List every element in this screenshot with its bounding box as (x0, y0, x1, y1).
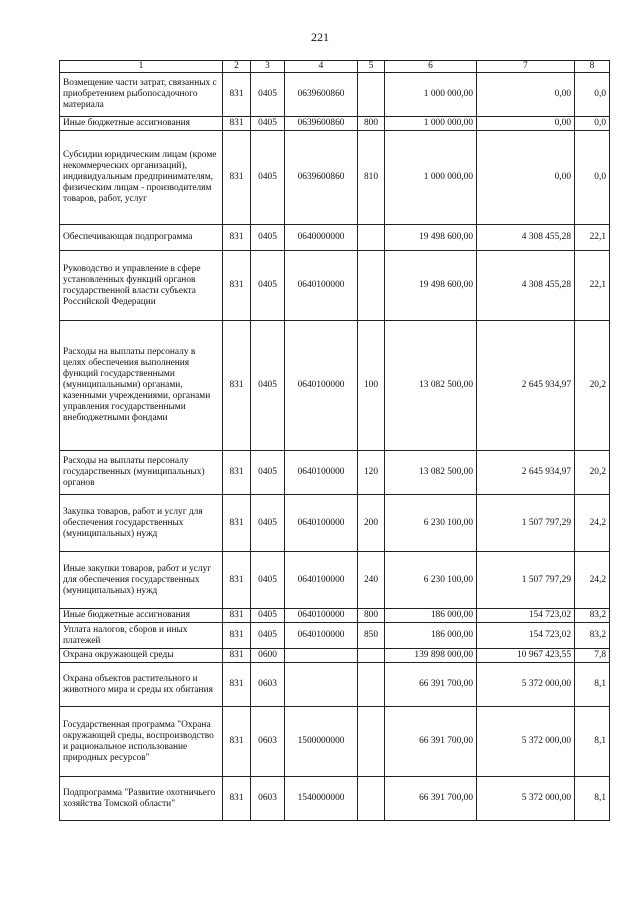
cell-section: 0405 (251, 73, 285, 117)
col-header-3: 3 (251, 61, 285, 73)
cell-target: 0640000000 (285, 225, 358, 251)
cell-admin: 831 (223, 225, 251, 251)
cell-type: 200 (358, 495, 385, 552)
cell-section: 0603 (251, 777, 285, 821)
cell-admin: 831 (223, 131, 251, 225)
cell-plan: 186 000,00 (385, 623, 477, 649)
cell-plan: 1 000 000,00 (385, 117, 477, 131)
cell-type (358, 777, 385, 821)
cell-exec: 1 507 797,29 (477, 552, 575, 609)
cell-target: 0640100000 (285, 321, 358, 451)
col-header-8: 8 (575, 61, 610, 73)
cell-pct: 20,2 (575, 451, 610, 495)
cell-pct: 8,1 (575, 663, 610, 707)
cell-pct: 0,0 (575, 73, 610, 117)
cell-pct: 20,2 (575, 321, 610, 451)
cell-plan: 66 391 700,00 (385, 777, 477, 821)
cell-admin: 831 (223, 707, 251, 777)
cell-exec: 2 645 934,97 (477, 321, 575, 451)
cell-pct: 0,0 (575, 131, 610, 225)
cell-admin: 831 (223, 321, 251, 451)
table-row (60, 495, 610, 552)
cell-section: 0405 (251, 623, 285, 649)
cell-admin: 831 (223, 623, 251, 649)
table-row (60, 623, 610, 649)
cell-target: 0640100000 (285, 609, 358, 623)
cell-exec: 1 507 797,29 (477, 495, 575, 552)
cell-plan: 19 498 600,00 (385, 225, 477, 251)
cell-target: 0639600860 (285, 117, 358, 131)
cell-admin: 831 (223, 663, 251, 707)
col-header-1: 1 (60, 61, 223, 73)
cell-admin: 831 (223, 251, 251, 321)
cell-type: 100 (358, 321, 385, 451)
cell-section: 0405 (251, 225, 285, 251)
cell-plan: 13 082 500,00 (385, 321, 477, 451)
cell-target: 0639600860 (285, 73, 358, 117)
col-header-6: 6 (385, 61, 477, 73)
cell-name: Охрана объектов растительного и животного мира и среды их обитания (60, 663, 223, 707)
table-row (60, 649, 610, 663)
cell-target: 1540000000 (285, 777, 358, 821)
cell-type (358, 251, 385, 321)
cell-type: 240 (358, 552, 385, 609)
cell-section: 0405 (251, 451, 285, 495)
cell-pct: 7,8 (575, 649, 610, 663)
cell-exec: 2 645 934,97 (477, 451, 575, 495)
cell-target: 0639600860 (285, 131, 358, 225)
table-row (60, 321, 610, 451)
cell-section: 0405 (251, 609, 285, 623)
cell-type (358, 663, 385, 707)
cell-admin: 831 (223, 777, 251, 821)
cell-section: 0600 (251, 649, 285, 663)
table-row (60, 451, 610, 495)
cell-target: 0640100000 (285, 495, 358, 552)
cell-target (285, 663, 358, 707)
cell-admin: 831 (223, 552, 251, 609)
cell-exec: 4 308 455,28 (477, 225, 575, 251)
cell-section: 0603 (251, 663, 285, 707)
cell-name: Расходы на выплаты персоналу государственных (муниципальных) органов (60, 451, 223, 495)
cell-section: 0405 (251, 495, 285, 552)
col-header-5: 5 (358, 61, 385, 73)
cell-exec: 0,00 (477, 117, 575, 131)
table-row (60, 117, 610, 131)
cell-name: Подпрограмма "Развитие охотничьего хозяйства Томской области" (60, 777, 223, 821)
cell-section: 0603 (251, 707, 285, 777)
cell-name: Руководство и управление в сфере установленных функций органов государственной власти субъекта Российской Федерации (60, 251, 223, 321)
cell-pct: 83,2 (575, 623, 610, 649)
cell-plan: 13 082 500,00 (385, 451, 477, 495)
table-header-row (60, 61, 610, 73)
cell-exec: 0,00 (477, 73, 575, 117)
table-row (60, 552, 610, 609)
cell-section: 0405 (251, 117, 285, 131)
cell-name: Иные бюджетные ассигнования (60, 117, 223, 131)
cell-name: Обеспечивающая подпрограмма (60, 225, 223, 251)
cell-plan: 1 000 000,00 (385, 73, 477, 117)
cell-type (358, 649, 385, 663)
cell-admin: 831 (223, 649, 251, 663)
cell-target: 0640100000 (285, 623, 358, 649)
cell-type: 810 (358, 131, 385, 225)
cell-pct: 24,2 (575, 552, 610, 609)
cell-type (358, 225, 385, 251)
cell-exec: 10 967 423,55 (477, 649, 575, 663)
table-row (60, 225, 610, 251)
cell-name: Закупка товаров, работ и услуг для обеспечения государственных (муниципальных) нужд (60, 495, 223, 552)
cell-target: 0640100000 (285, 552, 358, 609)
table-row (60, 251, 610, 321)
cell-section: 0405 (251, 321, 285, 451)
cell-pct: 8,1 (575, 707, 610, 777)
cell-type: 800 (358, 609, 385, 623)
table-row (60, 131, 610, 225)
cell-plan: 6 230 100,00 (385, 552, 477, 609)
cell-type (358, 73, 385, 117)
cell-admin: 831 (223, 609, 251, 623)
cell-admin: 831 (223, 451, 251, 495)
cell-plan: 6 230 100,00 (385, 495, 477, 552)
cell-plan: 19 498 600,00 (385, 251, 477, 321)
cell-admin: 831 (223, 495, 251, 552)
cell-exec: 154 723,02 (477, 609, 575, 623)
cell-type (358, 707, 385, 777)
cell-plan: 1 000 000,00 (385, 131, 477, 225)
cell-exec: 5 372 000,00 (477, 707, 575, 777)
cell-name: Иные бюджетные ассигнования (60, 609, 223, 623)
cell-section: 0405 (251, 251, 285, 321)
cell-exec: 4 308 455,28 (477, 251, 575, 321)
table-row (60, 707, 610, 777)
cell-plan: 66 391 700,00 (385, 663, 477, 707)
cell-target (285, 649, 358, 663)
cell-target: 1500000000 (285, 707, 358, 777)
cell-plan: 139 898 000,00 (385, 649, 477, 663)
cell-admin: 831 (223, 73, 251, 117)
cell-exec: 5 372 000,00 (477, 663, 575, 707)
cell-section: 0405 (251, 552, 285, 609)
cell-name: Субсидии юридическим лицам (кроме некоммерческих организаций), индивидуальным предпринимателям, физическим лицам - производителям товаров, работ, услуг (60, 131, 223, 225)
cell-exec: 154 723,02 (477, 623, 575, 649)
cell-name: Уплата налогов, сборов и иных платежей (60, 623, 223, 649)
cell-pct: 83,2 (575, 609, 610, 623)
cell-exec: 0,00 (477, 131, 575, 225)
cell-pct: 0,0 (575, 117, 610, 131)
col-header-7: 7 (477, 61, 575, 73)
cell-pct: 24,2 (575, 495, 610, 552)
cell-name: Охрана окружающей среды (60, 649, 223, 663)
cell-admin: 831 (223, 117, 251, 131)
cell-plan: 186 000,00 (385, 609, 477, 623)
cell-target: 0640100000 (285, 451, 358, 495)
cell-type: 120 (358, 451, 385, 495)
cell-section: 0405 (251, 131, 285, 225)
col-header-4: 4 (285, 61, 358, 73)
cell-name: Государственная программа "Охрана окружающей среды, воспроизводство и рациональное использование природных ресурсов" (60, 707, 223, 777)
cell-plan: 66 391 700,00 (385, 707, 477, 777)
cell-target: 0640100000 (285, 251, 358, 321)
table-row (60, 73, 610, 117)
cell-name: Возмещение части затрат, связанных с приобретением рыбопосадочного материала (60, 73, 223, 117)
cell-name: Иные закупки товаров, работ и услуг для обеспечения государственных (муниципальных) нужд (60, 552, 223, 609)
budget-table (59, 60, 610, 821)
table-row (60, 663, 610, 707)
cell-type: 850 (358, 623, 385, 649)
cell-name: Расходы на выплаты персоналу в целях обеспечения выполнения функций государственными (муниципальными) органами, казенными учреждениями, органами управления государственными внебюджетными фондами (60, 321, 223, 451)
page-number: 221 (311, 30, 329, 44)
cell-type: 800 (358, 117, 385, 131)
cell-pct: 22,1 (575, 251, 610, 321)
table-row (60, 777, 610, 821)
col-header-2: 2 (223, 61, 251, 73)
table-row (60, 609, 610, 623)
cell-exec: 5 372 000,00 (477, 777, 575, 821)
cell-pct: 22,1 (575, 225, 610, 251)
cell-pct: 8,1 (575, 777, 610, 821)
